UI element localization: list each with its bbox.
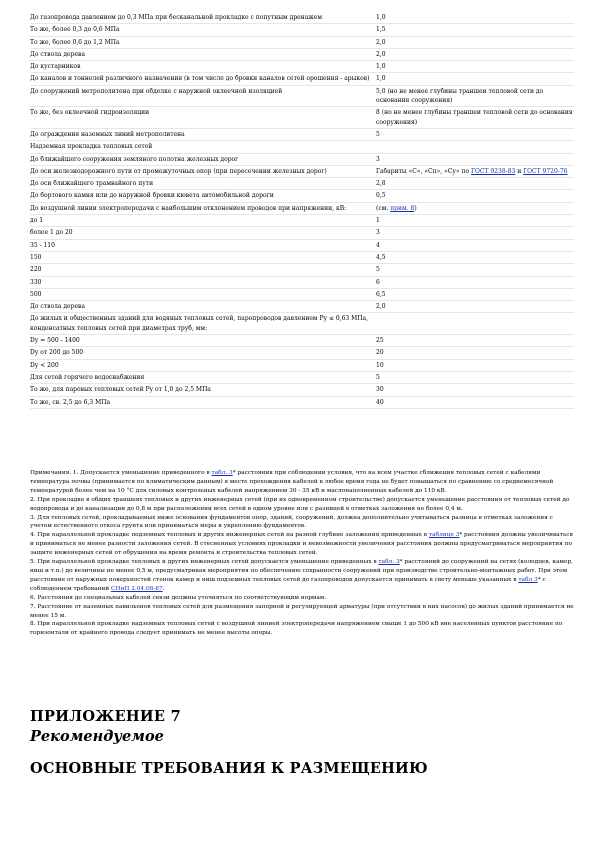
table-cell-description: 330 xyxy=(30,278,42,286)
table-cell-distance: 2,0 xyxy=(376,50,386,58)
distance-table xyxy=(30,12,574,409)
reference-link[interactable]: табл 3 xyxy=(518,576,538,583)
table-cell-distance xyxy=(376,313,574,315)
table-cell-distance: 3 xyxy=(376,155,380,163)
table-row xyxy=(30,384,574,396)
table-row xyxy=(30,37,574,49)
table-cell-description: более 1 до 20 xyxy=(30,229,73,237)
table-cell-distance xyxy=(376,141,574,143)
appendix-title: ПРИЛОЖЕНИЕ 7 xyxy=(30,708,182,725)
table-cell-distance: 25 xyxy=(376,337,384,345)
table-cell-description: До сооружений метрополитена при обделке с наружной оклеечной изоляцией xyxy=(30,87,283,95)
table-cell-description: Для сетей горячего водоснабжения xyxy=(30,373,145,381)
note-paragraph: 5. При параллельной прокладке тепловых и других инженерных сетей допускается уменьшение приведенных в табл. 3* расстояний до сооружений на сетях (колодцев, камер, ниш и т.п.) до величины не менее 0,5 м, предусматривая мероприятия по обеспечению сохранности сооружений при производстве строительно-монтажных работ. При этом расстояние от наружных поверхностей стенок камер и ниш подземных тепловых сетей до газопроводов допускается принимать в свету меньше указанных в табл 3* с соблюдением требований СНиП 2.04.08-87. xyxy=(30,559,573,592)
table-cell-distance: 5 xyxy=(376,130,380,138)
table-cell-distance: 1,0 xyxy=(376,63,386,71)
table-cell-distance: 2,0 xyxy=(376,38,386,46)
table-cell-description: До жилых и общественных зданий для водяных тепловых сетей, паропроводов давлением Ру ≤ 0,63 МПа, конденсатных тепловых сетей при диаметрах труб, мм: xyxy=(30,315,368,332)
table-row xyxy=(30,252,574,264)
table-cell-description: До ограждения наземных линий метрополитена xyxy=(30,130,185,138)
table-row xyxy=(30,129,574,141)
table-cell-distance: 0,5 xyxy=(376,192,386,200)
table-row xyxy=(30,347,574,359)
table-row xyxy=(30,49,574,61)
note-paragraph: 6. Расстояния до специальных кабелей связи должны уточняться по соответствующим нормам. xyxy=(30,594,327,601)
table-cell-distance: 1,0 xyxy=(376,75,386,83)
reference-link[interactable]: ГОСТ 9720-76 xyxy=(523,167,568,175)
table-notes xyxy=(30,469,574,638)
table-row xyxy=(30,73,574,85)
table-cell-description: То же, более 0,3 до 0,6 МПа xyxy=(30,26,120,34)
table-cell-description: До ствола дерева xyxy=(30,50,85,58)
table-cell-distance: 20 xyxy=(376,349,384,357)
table-cell-distance: 2,0 xyxy=(376,303,386,311)
table-cell-description: 500 xyxy=(30,290,42,298)
table-cell-distance: 5 xyxy=(376,373,380,381)
note-paragraph: 3. Для тепловых сетей, прокладываемых ниже основания фундаментов опор, зданий, сооружений, должна дополнительно учитываться разница в отметках заложения с учетом естественного откоса грунта или приниматься меры к укреплению фундаментов. xyxy=(30,514,553,530)
table-cell-description: До воздушной линии электропередачи с наибольшим отклонением проводов при напряжении, кВ: xyxy=(30,204,347,212)
table-cell-distance: 30 xyxy=(376,386,384,394)
table-row xyxy=(30,154,574,166)
table-row xyxy=(30,227,574,239)
table-cell-distance: 5,0 (но не менее глубины траншеи тепловой сети до основания сооружения) xyxy=(376,87,544,105)
table-row xyxy=(30,289,574,301)
table-cell-distance: 1 xyxy=(376,217,380,225)
table-row xyxy=(30,107,574,129)
table-row xyxy=(30,277,574,289)
table-row xyxy=(30,313,574,335)
reference-link[interactable]: прим. 8 xyxy=(390,204,415,212)
table-row xyxy=(30,397,574,409)
table-cell-description: До кустарников xyxy=(30,63,81,71)
table-row xyxy=(30,240,574,252)
table-cell-description: 220 xyxy=(30,266,42,274)
table-row xyxy=(30,215,574,227)
table-cell-distance: 40 xyxy=(376,398,384,406)
table-cell-description: Надземная прокладка тепловых сетей xyxy=(30,143,153,151)
table-row xyxy=(30,166,574,178)
table-cell-distance: 2,8 xyxy=(376,180,386,188)
table-cell-distance: 5 xyxy=(376,266,380,274)
table-cell-distance: 4,5 xyxy=(376,253,386,261)
table-cell-description: То же, более 0,6 до 1,2 МПа xyxy=(30,38,120,46)
table-row xyxy=(30,360,574,372)
appendix-subtitle: Рекомендуемое xyxy=(30,728,164,745)
reference-link[interactable]: ГОСТ 9238-83 xyxy=(470,167,516,175)
table-row xyxy=(30,178,574,190)
table-cell-description: до 1 xyxy=(30,217,44,225)
table-cell-distance: 6,5 xyxy=(376,290,386,298)
table-cell-distance: 10 xyxy=(376,361,384,369)
table-row xyxy=(30,335,574,347)
table-cell-description: До бортового камня или до наружной бровки кювета автомобильной дороги xyxy=(30,192,274,200)
reference-link[interactable]: табл. 3 xyxy=(378,559,400,566)
table-cell-distance: 1,0 xyxy=(376,14,386,21)
note-paragraph: 7. Расстояние от наземных павильонов тепловых сетей для размещения запорной и регулирующей арматуры (при отсутствии в них насосов) до жилых зданий принимается не менее 15 м. xyxy=(30,603,574,619)
table-row xyxy=(30,301,574,313)
table-cell-description: Dу = 500 - 1400 xyxy=(30,337,80,345)
table-row xyxy=(30,24,574,36)
table-cell-distance: (см. прим. 8) xyxy=(376,204,417,212)
table-cell-description: То же, для паровых тепловых сетей Ру от 1,0 до 2,5 МПа xyxy=(30,386,211,394)
reference-link[interactable]: таблице 3 xyxy=(428,532,460,539)
table-cell-description: 150 xyxy=(30,253,42,261)
table-cell-distance: 4 xyxy=(376,241,380,249)
reference-link[interactable]: СНиП 2.04.08-87 xyxy=(110,585,163,592)
table-cell-description: До газопровода давлением до 0,3 МПа при бесканальной прокладке с попутным дренажем xyxy=(30,14,323,21)
note-paragraph: 8. При параллельной прокладке надземных тепловых сетей с воздушной линией электропередачи напряжением свыше 1 до 500 кВ вне населенных пунктов расстояние по горизонтали от крайнего провода следует принимать не менее высоты опоры. xyxy=(30,621,563,637)
table-cell-distance: 6 xyxy=(376,278,380,286)
table-cell-distance: Габариты «С», «Сп», «Су» по ГОСТ 9238-83 и ГОСТ 9720-76 xyxy=(376,167,568,175)
table-cell-description: До ствола дерева xyxy=(30,303,85,311)
table-cell-description: Dу < 200 xyxy=(30,361,59,369)
table-row xyxy=(30,86,574,108)
table-cell-distance: 8 (но не менее глубины траншеи тепловой сети до основания сооружения) xyxy=(376,109,573,126)
table-cell-description: До каналов и тоннелей различного назначения (в том числе до бровки каналов сетей орошения - арыков) xyxy=(30,75,370,83)
table-cell-description: 35 - 110 xyxy=(30,241,55,249)
note-paragraph: 2. При прокладке в общих траншеях тепловых и других инженерных сетей (при их одновременном строительстве) допускается уменьшение расстояния от тепловых сетей до водопровода и до канализации до 0,8 м при расположении всех сетей в одном уровне или с разницей в отметках заложения не более 0,4 м. xyxy=(30,496,570,512)
table-row xyxy=(30,372,574,384)
table-cell-description: То же, без оклеечной гидроизоляции xyxy=(30,109,150,117)
table-cell-description: До оси железнодорожного пути от промежуточных опор (при пересечении железных дорог) xyxy=(30,167,327,175)
table-row xyxy=(30,203,574,215)
table-row xyxy=(30,141,574,153)
table-cell-description: До ближайшего сооружения земляного полотна железных дорог xyxy=(30,155,239,163)
table-row xyxy=(30,264,574,276)
note-paragraph: Примечания. 1. Допускается уменьшение приведенного в табл. 3* расстояния при соблюдении условия, что на всем участке сближения тепловых сетей с кабелями температура почвы (принимается по климатическим данным) в месте прохождения кабелей в любое время года не будет повышаться по сравнению со среднемесячной температурой более чем на 10 °С для силовых контрольных кабелей напряжением 30 - 35 кВ и маслонаполненных кабелей до 110 кВ. xyxy=(30,470,554,494)
table-cell-description: До оси ближайшего трамвайного пути xyxy=(30,180,154,188)
table-cell-distance: 3 xyxy=(376,229,380,237)
note-paragraph: 4. При параллельной прокладке подземных тепловых и других инженерных сетей на разной глубине заложения приведенные в таблице 3* расстояния должны увеличиваться и приниматься не менее разности заложения сетей. В стесненных условиях прокладки и невозможности увеличения расстояния должны предусматриваться мероприятия по защите инженерных сетей от обрушения на время ремонта и строительства тепловых сетей. xyxy=(30,532,574,557)
section-heading: ОСНОВНЫЕ ТРЕБОВАНИЯ К РАЗМЕЩЕНИЮ xyxy=(30,760,428,777)
table-row xyxy=(30,190,574,202)
table-row xyxy=(30,61,574,73)
table-cell-description: То же, св. 2,5 до 6,3 МПа xyxy=(30,398,111,406)
reference-link[interactable]: табл. 3 xyxy=(211,470,233,476)
table-row xyxy=(30,12,574,24)
table-cell-description: Dу от 200 до 500 xyxy=(30,349,84,357)
table-cell-distance: 1,5 xyxy=(376,26,386,34)
